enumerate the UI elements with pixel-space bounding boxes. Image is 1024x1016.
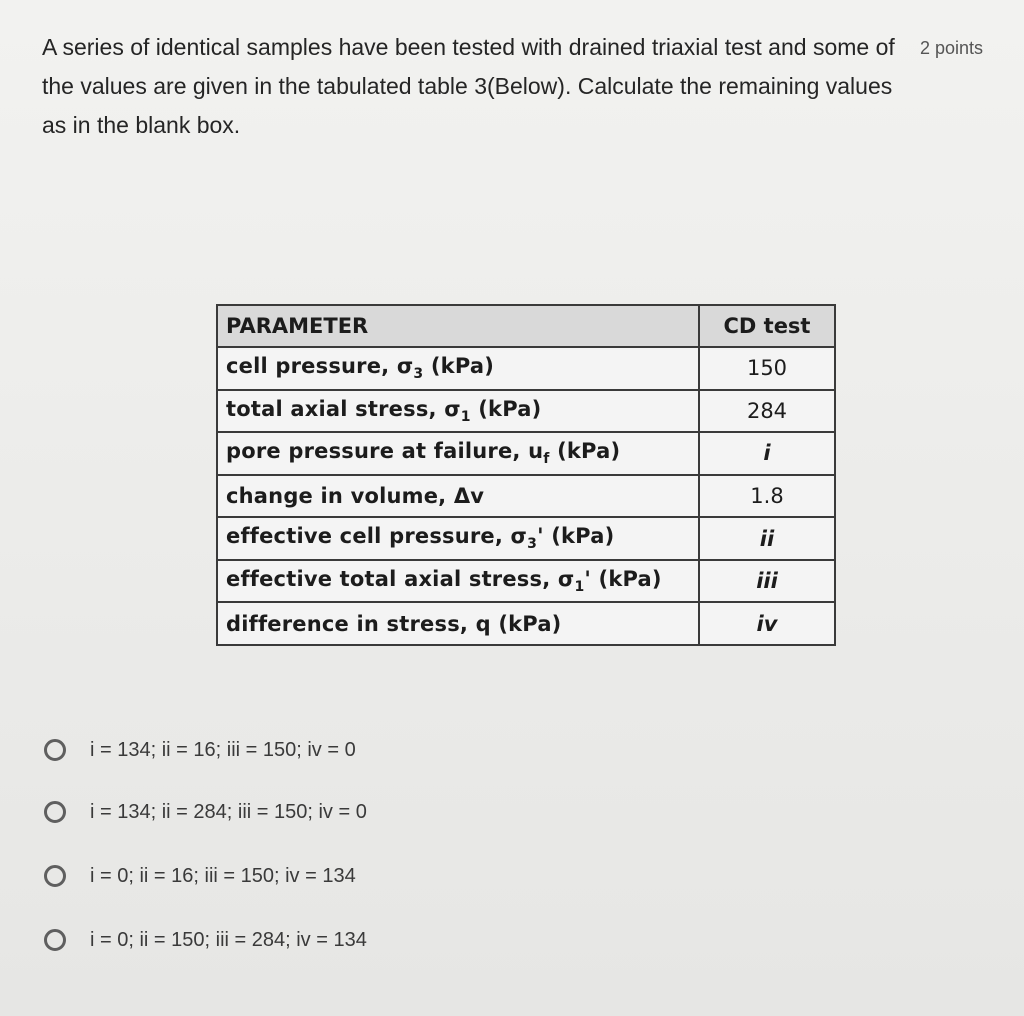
parameter-cell: effective cell pressure, $\sigma_3'$ (kPa)	[217, 517, 699, 560]
value-cell: 284	[699, 390, 835, 433]
blank-value-cell: iv	[699, 602, 835, 645]
table-row	[217, 390, 835, 433]
parameter-cell: pore pressure at failure, $u_f$ (kPa)	[217, 432, 699, 475]
answer-option-1[interactable]	[44, 732, 356, 768]
radio-button-icon[interactable]	[44, 929, 66, 951]
table-row	[217, 475, 835, 518]
radio-button-icon[interactable]	[44, 801, 66, 823]
option-label: i = 134; ii = 284; iii = 150; iv = 0	[90, 800, 367, 823]
table-row	[217, 602, 835, 645]
table-header-row	[217, 305, 835, 347]
value-cell: 1.8	[699, 475, 835, 518]
radio-button-icon[interactable]	[44, 739, 66, 761]
table-row	[217, 560, 835, 603]
table-row	[217, 347, 835, 390]
parameter-table-container	[216, 304, 836, 646]
parameter-table	[216, 304, 836, 646]
option-label: i = 0; ii = 150; iii = 284; iv = 134	[90, 928, 367, 951]
blank-value-cell: i	[699, 432, 835, 475]
question-text: A series of identical samples have been tested with drained triaxial test and some of the values are given in the tabulated table 3(Below). Calculate the remaining values as in the blank box.	[42, 34, 895, 138]
answer-option-3[interactable]	[44, 858, 356, 894]
points-label: 2 points	[920, 38, 984, 58]
table-row	[217, 517, 835, 560]
option-label: i = 134; ii = 16; iii = 150; iv = 0	[90, 738, 356, 761]
answer-option-4[interactable]	[44, 922, 367, 958]
value-cell: 150	[699, 347, 835, 390]
radio-button-icon[interactable]	[44, 865, 66, 887]
parameter-cell: effective total axial stress, $\sigma_1'$ (kPa)	[217, 560, 699, 603]
parameter-cell: difference in stress, q (kPa)	[217, 602, 699, 645]
parameter-cell: cell pressure, $\sigma_3$ (kPa)	[217, 347, 699, 390]
header-cd-test: CD test	[699, 305, 835, 347]
table-row	[217, 432, 835, 475]
option-label: i = 0; ii = 16; iii = 150; iv = 134	[90, 864, 356, 887]
parameter-cell: total axial stress, $\sigma_1$ (kPa)	[217, 390, 699, 433]
blank-value-cell: ii	[699, 517, 835, 560]
answer-option-2[interactable]	[44, 794, 367, 830]
blank-value-cell: iii	[699, 560, 835, 603]
header-parameter: PARAMETER	[217, 305, 699, 347]
parameter-cell: change in volume, Δv	[217, 475, 699, 518]
